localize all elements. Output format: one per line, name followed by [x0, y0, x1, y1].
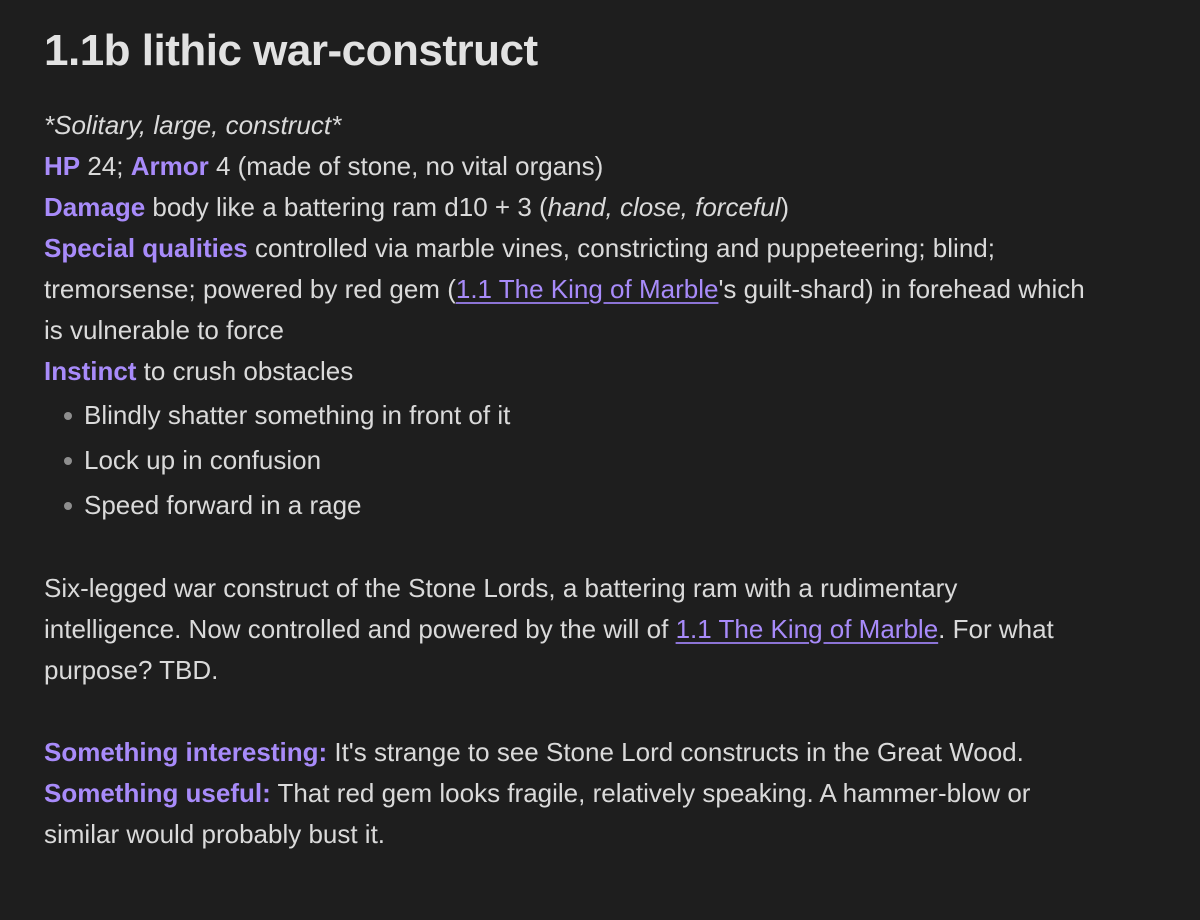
- instinct-line: [44, 351, 1156, 392]
- damage-line: [44, 187, 1156, 228]
- damage-text: body like a battering ram d10 + 3 (: [145, 192, 548, 222]
- description-line-3: purpose? TBD.: [44, 655, 219, 685]
- bullet-icon: [64, 502, 72, 510]
- list-item: [64, 483, 1156, 528]
- special-label: Special qualities: [44, 233, 248, 263]
- special-line-2: [44, 269, 1156, 310]
- armor-value: 4 (made of stone, no vital organs): [208, 151, 604, 181]
- interesting-text: It's strange to see Stone Lord constructs in the Great Wood.: [327, 737, 1024, 767]
- description-text-2-pre: intelligence. Now controlled and powered by the will of: [44, 614, 676, 644]
- useful-text: That red gem looks fragile, relatively speaking. A hammer-blow or: [270, 778, 1031, 808]
- list-item: [64, 438, 1156, 483]
- move-text: Blindly shatter something in front of it: [84, 400, 511, 430]
- useful-line: [44, 773, 1156, 814]
- stat-block: [44, 105, 1156, 528]
- description-text-2-post: . For what: [938, 614, 1054, 644]
- tags-text: *Solitary, large, construct*: [44, 110, 342, 140]
- useful-label: Something useful:: [44, 778, 271, 808]
- hp-armor-line: [44, 146, 1156, 187]
- hp-label: HP: [44, 151, 81, 181]
- page-title: 1.1b lithic war-construct: [44, 26, 538, 75]
- moves-list: [44, 393, 1156, 528]
- list-item: [64, 393, 1156, 438]
- special-text-2-pre: tremorsense; powered by red gem (: [44, 274, 456, 304]
- damage-close: ): [780, 192, 790, 222]
- move-text: Speed forward in a rage: [84, 490, 362, 520]
- special-text-1: controlled via marble vines, constricting and puppeteering; blind;: [247, 233, 995, 263]
- armor-label: Armor: [130, 151, 209, 181]
- instinct-text: to crush obstacles: [136, 356, 354, 386]
- tags-line: [44, 105, 1156, 146]
- damage-label: Damage: [44, 192, 146, 222]
- useful-line-2: similar would probably bust it.: [44, 819, 386, 849]
- move-text: Lock up in confusion: [84, 445, 322, 475]
- description-paragraph: [44, 568, 1156, 691]
- special-text-2-post: 's guilt-shard) in forehead which: [718, 274, 1085, 304]
- special-line-1: [44, 228, 1156, 269]
- special-line-3: [44, 310, 1156, 351]
- description-line-1: Six-legged war construct of the Stone Lords, a battering ram with a rudimentary: [44, 573, 958, 603]
- bullet-icon: [64, 412, 72, 420]
- findings-paragraph: [44, 732, 1156, 855]
- king-of-marble-link[interactable]: 1.1 The King of Marble: [455, 274, 719, 304]
- damage-tags: hand, close, forceful: [547, 192, 781, 222]
- special-text-3: is vulnerable to force: [44, 315, 284, 345]
- description-line-2: [44, 609, 1156, 650]
- instinct-label: Instinct: [44, 356, 137, 386]
- bullet-icon: [64, 457, 72, 465]
- king-of-marble-link-2[interactable]: 1.1 The King of Marble: [675, 614, 939, 644]
- hp-value: 24;: [80, 151, 131, 181]
- interesting-line: [44, 732, 1156, 773]
- interesting-label: Something interesting:: [44, 737, 328, 767]
